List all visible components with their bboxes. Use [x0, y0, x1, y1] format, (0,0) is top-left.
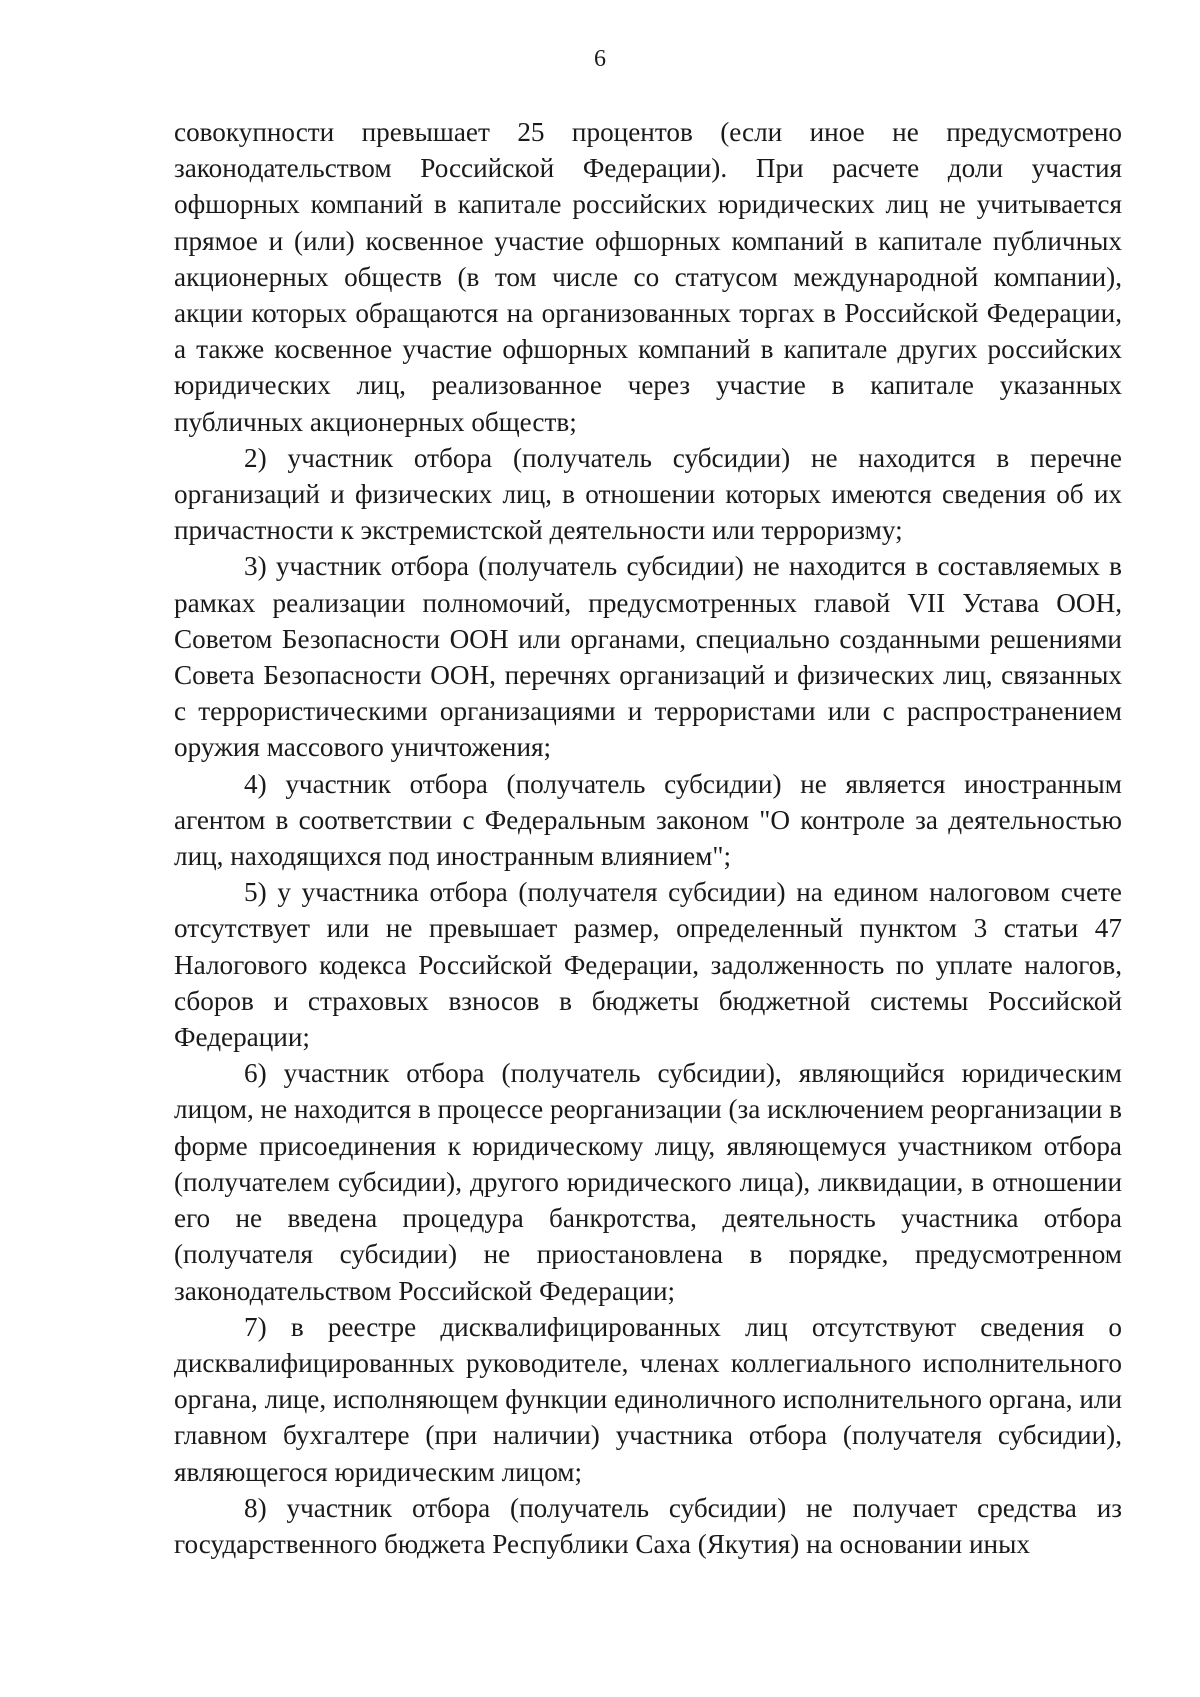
paragraph-item-5: 5) у участника отбора (получателя субсидии) на едином налоговом счете отсутствует или не превышает размер, определенный пунктом 3 статьи 47 Налогового кодекса Российской Федерации, задолженность по уплате налогов, сборов и страховых взносов в бюджеты бюджетной системы Российской Федерации; — [174, 877, 1122, 1053]
document-body — [174, 114, 1122, 1562]
paragraph-item-2: 2) участник отбора (получатель субсидии) не находится в перечне организаций и физических лиц, в отношении которых имеются сведения об их причастности к экстремистской деятельности или терроризму; — [174, 442, 1122, 546]
page-number: 6 — [594, 46, 606, 72]
paragraph-item-6: 6) участник отбора (получатель субсидии), являющийся юридическим лицом, не находится в процессе реорганизации (за исключением реорганизации в форме присоединения к юридическому лицу, являющемуся участником отбора (получателем субсидии), другого юридического лица), ликвидации, в отношении его не введена процедура банкротства, деятельность участника отбора (получателя субсидии) не приостановлена в порядке, предусмотренном законодательством Российской Федерации; — [174, 1058, 1122, 1306]
paragraph-item-7: 7) в реестре дисквалифицированных лиц отсутствуют сведения о дисквалифицированных руководителе, членах коллегиального исполнительного органа, лице, исполняющем функции единоличного исполнительного органа, или главном бухгалтере (при наличии) участника отбора (получателя субсидии), являющегося юридическим лицом; — [174, 1311, 1122, 1487]
paragraph-item-4: 4) участник отбора (получатель субсидии) не является иностранным агентом в соответствии с Федеральным законом "О контроле за деятельностью лиц, находящихся под иностранным влиянием"; — [174, 768, 1122, 872]
paragraph-item-8: 8) участник отбора (получатель субсидии) не получает средства из государственного бюджета Республики Саха (Якутия) на основании иных — [174, 1492, 1122, 1559]
paragraph-continuation: совокупности превышает 25 процентов (если иное не предусмотрено законодательством Российской Федерации). При расчете доли участия офшорных компаний в капитале российских юридических лиц не учитывается прямое и (или) косвенное участие офшорных компаний в капитале публичных акционерных обществ (в том числе со статусом международной компании), акции которых обращаются на организованных торгах в Российской Федерации, а также косвенное участие офшорных компаний в капитале других российских юридических лиц, реализованное через участие в капитале указанных публичных акционерных обществ; — [174, 117, 1122, 437]
paragraph-item-3: 3) участник отбора (получатель субсидии) не находится в составляемых в рамках реализации полномочий, предусмотренных главой VII Устава ООН, Советом Безопасности ООН или органами, специально созданными решениями Совета Безопасности ООН, перечнях организаций и физических лиц, связанных с террористическими организациями и террористами или с распространением оружия массового уничтожения; — [174, 551, 1122, 763]
